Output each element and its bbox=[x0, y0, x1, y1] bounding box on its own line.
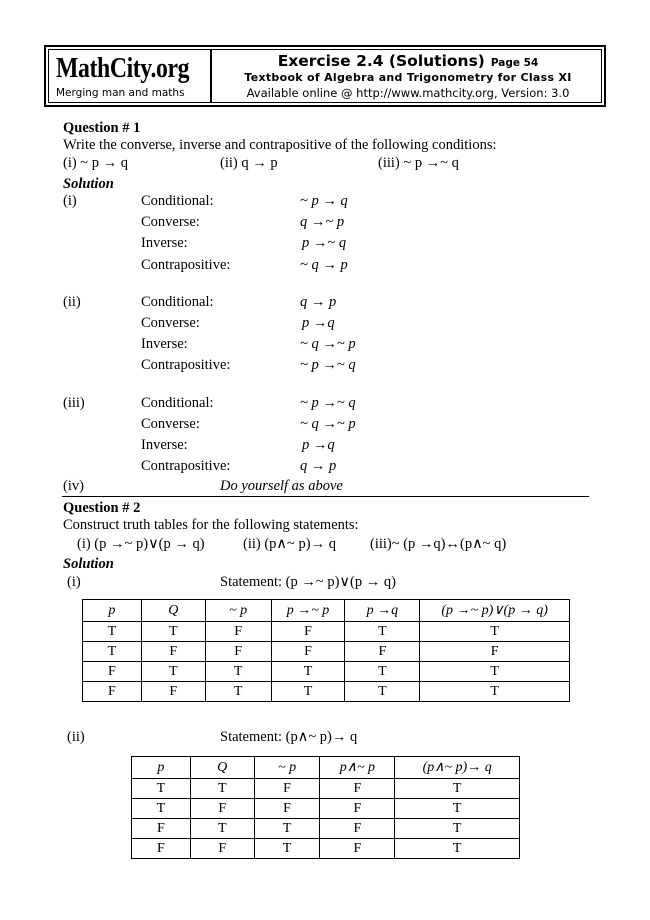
table-header-row bbox=[83, 600, 570, 622]
converse-label: Converse: bbox=[141, 214, 200, 230]
group-label: (i) bbox=[63, 193, 77, 209]
table-cell: T bbox=[395, 799, 520, 819]
table-row bbox=[83, 622, 570, 642]
contrapositive-expr: ~ q → p bbox=[300, 257, 348, 273]
table-cell: T bbox=[345, 662, 420, 682]
column-header: ~ p bbox=[205, 600, 271, 622]
conditional-label: Conditional: bbox=[141, 294, 214, 310]
q2-part-ii: (ii) (p∧~ p)→ q bbox=[243, 536, 336, 552]
table-1-label: (i) bbox=[67, 574, 81, 590]
table-cell: F bbox=[190, 799, 254, 819]
q2-part-i: (i) (p →~ p)∨(p → q) bbox=[77, 536, 205, 552]
inverse-expr: ~ q →~ p bbox=[300, 336, 356, 352]
table-cell: T bbox=[190, 779, 254, 799]
contrapositive-label: Contrapositive: bbox=[141, 257, 231, 273]
table-cell: T bbox=[205, 682, 271, 702]
column-header: p bbox=[83, 600, 142, 622]
conditional-expr: ~ p → q bbox=[300, 193, 348, 209]
table-cell: F bbox=[254, 779, 320, 799]
inverse-expr: p →q bbox=[302, 437, 335, 453]
truth-table-1 bbox=[82, 599, 570, 702]
column-header: p →~ p bbox=[271, 600, 345, 622]
section-divider bbox=[62, 496, 589, 497]
column-header: (p∧~ p)→ q bbox=[395, 757, 520, 779]
table-cell: F bbox=[83, 662, 142, 682]
table-cell: T bbox=[420, 662, 570, 682]
table-cell: T bbox=[395, 839, 520, 859]
question-2-prompt: Construct truth tables for the following statements: bbox=[63, 517, 359, 533]
table-cell: T bbox=[254, 839, 320, 859]
table-cell: T bbox=[141, 662, 205, 682]
column-header: p∧~ p bbox=[320, 757, 395, 779]
column-header: p →q bbox=[345, 600, 420, 622]
page-number: Page 54 bbox=[490, 57, 539, 69]
group-label: (iv) bbox=[63, 478, 84, 494]
table-cell: T bbox=[271, 682, 345, 702]
table-row bbox=[132, 819, 520, 839]
table-row bbox=[83, 642, 570, 662]
question-2-heading: Question # 2 bbox=[63, 500, 141, 516]
table-row bbox=[83, 662, 570, 682]
table-cell: F bbox=[141, 682, 205, 702]
q2-solution-label: Solution bbox=[63, 556, 114, 572]
table-cell: F bbox=[420, 642, 570, 662]
table-cell: T bbox=[83, 642, 142, 662]
contrapositive-expr: ~ p →~ q bbox=[300, 357, 356, 373]
conditional-expr: q → p bbox=[300, 294, 337, 310]
exercise-title-line bbox=[214, 52, 602, 70]
q1-part-iii: (iii) ~ p →~ q bbox=[378, 155, 459, 171]
converse-label: Converse: bbox=[141, 315, 200, 331]
column-header: Q bbox=[190, 757, 254, 779]
table-cell: F bbox=[345, 642, 420, 662]
table-cell: F bbox=[320, 799, 395, 819]
table-row bbox=[83, 682, 570, 702]
column-header: Q bbox=[141, 600, 205, 622]
site-logo: MathCity.org bbox=[56, 52, 190, 84]
table-cell: T bbox=[254, 819, 320, 839]
table-cell: T bbox=[190, 819, 254, 839]
group-label: (iii) bbox=[63, 395, 85, 411]
inverse-label: Inverse: bbox=[141, 437, 188, 453]
converse-expr: p →q bbox=[302, 315, 335, 331]
table-cell: T bbox=[132, 799, 191, 819]
column-header: p bbox=[132, 757, 191, 779]
table-cell: F bbox=[190, 839, 254, 859]
column-header: (p →~ p)∨(p → q) bbox=[420, 600, 570, 622]
table-cell: T bbox=[420, 622, 570, 642]
table-cell: F bbox=[205, 622, 271, 642]
table-2-label: (ii) bbox=[67, 729, 85, 745]
table-1-statement: Statement: (p →~ p)∨(p → q) bbox=[220, 574, 396, 590]
table-cell: T bbox=[205, 662, 271, 682]
title-box bbox=[214, 49, 602, 103]
table-cell: T bbox=[420, 682, 570, 702]
conditional-expr: ~ p →~ q bbox=[300, 395, 356, 411]
group-label: (ii) bbox=[63, 294, 81, 310]
site-tagline: Merging man and maths bbox=[56, 87, 185, 99]
table-header-row bbox=[132, 757, 520, 779]
table-cell: T bbox=[345, 622, 420, 642]
table-cell: F bbox=[271, 622, 345, 642]
table-cell: F bbox=[320, 819, 395, 839]
table-cell: F bbox=[132, 839, 191, 859]
question-1-prompt: Write the converse, inverse and contrapositive of the following conditions: bbox=[63, 137, 497, 153]
contrapositive-label: Contrapositive: bbox=[141, 458, 231, 474]
availability-note: Available online @ http://www.mathcity.org, Version: 3.0 bbox=[246, 86, 570, 100]
table-cell: F bbox=[320, 779, 395, 799]
table-cell: T bbox=[141, 622, 205, 642]
table-row bbox=[132, 839, 520, 859]
table-cell: F bbox=[83, 682, 142, 702]
table-cell: T bbox=[271, 662, 345, 682]
inverse-label: Inverse: bbox=[141, 336, 188, 352]
table-row bbox=[132, 779, 520, 799]
converse-expr: q →~ p bbox=[300, 214, 345, 230]
conditional-label: Conditional: bbox=[141, 193, 214, 209]
table-cell: T bbox=[395, 779, 520, 799]
table-cell: T bbox=[132, 779, 191, 799]
page-header bbox=[44, 45, 606, 107]
column-header: ~ p bbox=[254, 757, 320, 779]
q1-solution-label: Solution bbox=[63, 176, 114, 192]
table-cell: F bbox=[271, 642, 345, 662]
q2-part-iii: (iii)~ (p →q)↔(p∧~ q) bbox=[370, 536, 507, 552]
table-cell: F bbox=[132, 819, 191, 839]
textbook-title: Textbook of Algebra and Trigonometry for Class XI bbox=[244, 71, 572, 84]
contrapositive-expr: q → p bbox=[300, 458, 337, 474]
table-cell: F bbox=[205, 642, 271, 662]
table-cell: T bbox=[345, 682, 420, 702]
truth-table-2 bbox=[131, 756, 520, 859]
table-cell: F bbox=[320, 839, 395, 859]
q1-part-i: (i) ~ p → q bbox=[63, 155, 129, 171]
inverse-expr: p →~ q bbox=[302, 235, 347, 251]
table-cell: F bbox=[254, 799, 320, 819]
question-1-heading: Question # 1 bbox=[63, 120, 141, 136]
table-cell: F bbox=[141, 642, 205, 662]
do-yourself-note: Do yourself as above bbox=[220, 478, 343, 494]
exercise-title: Exercise 2.4 (Solutions) bbox=[277, 52, 485, 70]
converse-label: Converse: bbox=[141, 416, 200, 432]
contrapositive-label: Contrapositive: bbox=[141, 357, 231, 373]
converse-expr: ~ q →~ p bbox=[300, 416, 356, 432]
inverse-label: Inverse: bbox=[141, 235, 188, 251]
table-row bbox=[132, 799, 520, 819]
table-cell: T bbox=[83, 622, 142, 642]
table-2-statement: Statement: (p∧~ p)→ q bbox=[220, 729, 358, 745]
q1-part-ii: (ii) q → p bbox=[220, 155, 278, 171]
conditional-label: Conditional: bbox=[141, 395, 214, 411]
table-cell: T bbox=[395, 819, 520, 839]
logo-box bbox=[48, 49, 212, 103]
